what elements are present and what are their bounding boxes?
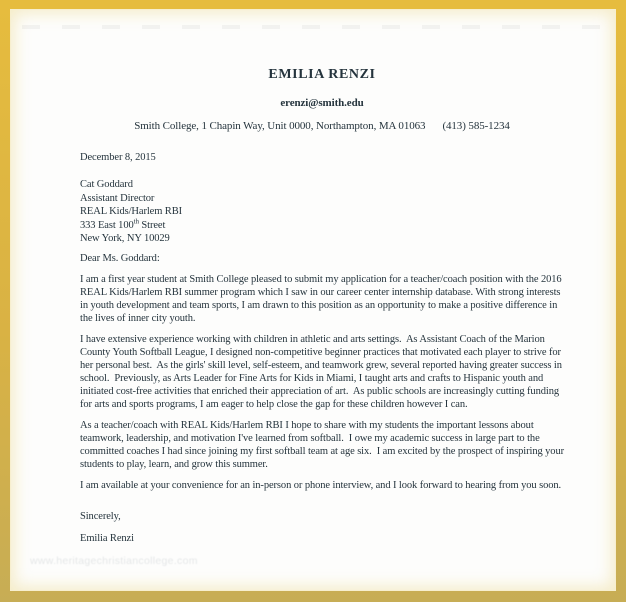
faint-watermark-dashes	[22, 25, 604, 29]
site-watermark: www.heritagechristiancollege.com	[30, 555, 198, 567]
street-number: 333 East 100	[80, 219, 134, 231]
letter-page	[10, 9, 616, 591]
recipient-title: Assistant Director	[80, 192, 155, 204]
closing: Sincerely,	[80, 510, 121, 522]
signature-name: Emilia Renzi	[80, 532, 134, 544]
letter-date: December 8, 2015	[80, 152, 156, 163]
body-paragraph-4: I am available at your convenience for an in-person or phone interview, and I look forward to hearing from you soon.	[80, 479, 562, 491]
recipient-block	[80, 178, 564, 246]
body-paragraph-1: I am a first year student at Smith College pleased to submit my application for a teacher/coach position with the 2016 REAL Kids/Harlem RBI summer program which I saw in our career center internship database. With strong interests in youth development and team sports, I am drawn to this position as an opportunity to make a positive difference in the lives of inner city youth.	[80, 273, 565, 324]
recipient-name: Cat Goddard	[80, 179, 133, 190]
body-paragraph-2: I have extensive experience working with children in athletic and arts settings. As Assistant Coach of the Marion County Youth Softball League, I designed non-competitive beginner practices that motivated each player to strive for her personal best. As the girls' skill level, self-esteem, and teamwork grew, several reported having greater success in school. Previously, as Arts Leader for Fine Arts for Kids in Miami, I taught arts and crafts to Hispanic youth and initiated cost-free activities that enriched their appreciation of art. As public schools are increasingly cutting funding for arts and sports programs, I am eager to help close the gap for these children however I can.	[80, 333, 565, 410]
sender-contact-line	[80, 120, 564, 133]
recipient-organization: REAL Kids/Harlem RBI	[80, 206, 183, 217]
salutation: Dear Ms. Goddard:	[80, 252, 160, 264]
street-ordinal: th	[133, 217, 139, 225]
sender-name: EMILIA RENZI	[268, 67, 376, 82]
recipient-street	[80, 219, 564, 233]
sender-phone: (413) 585-1234	[442, 120, 510, 132]
letterhead	[80, 66, 564, 133]
street-suffix: Street	[138, 219, 166, 231]
sender-address: Smith College, 1 Chapin Way, Unit 0000, Northampton, MA 01063	[134, 120, 426, 132]
body-paragraph-3: As a teacher/coach with REAL Kids/Harlem RBI I hope to share with my students the important lessons about teamwork, leadership, and motivation I've learned from softball. I owe my academic success in large part to the committed coaches I had since joining my first softball team at age six. I am excited by the prospect of inspiring your students to play, learn, and grow this summer.	[80, 419, 567, 470]
recipient-city: New York, NY 10029	[80, 233, 170, 244]
sender-email: erenzi@smith.edu	[280, 97, 364, 109]
